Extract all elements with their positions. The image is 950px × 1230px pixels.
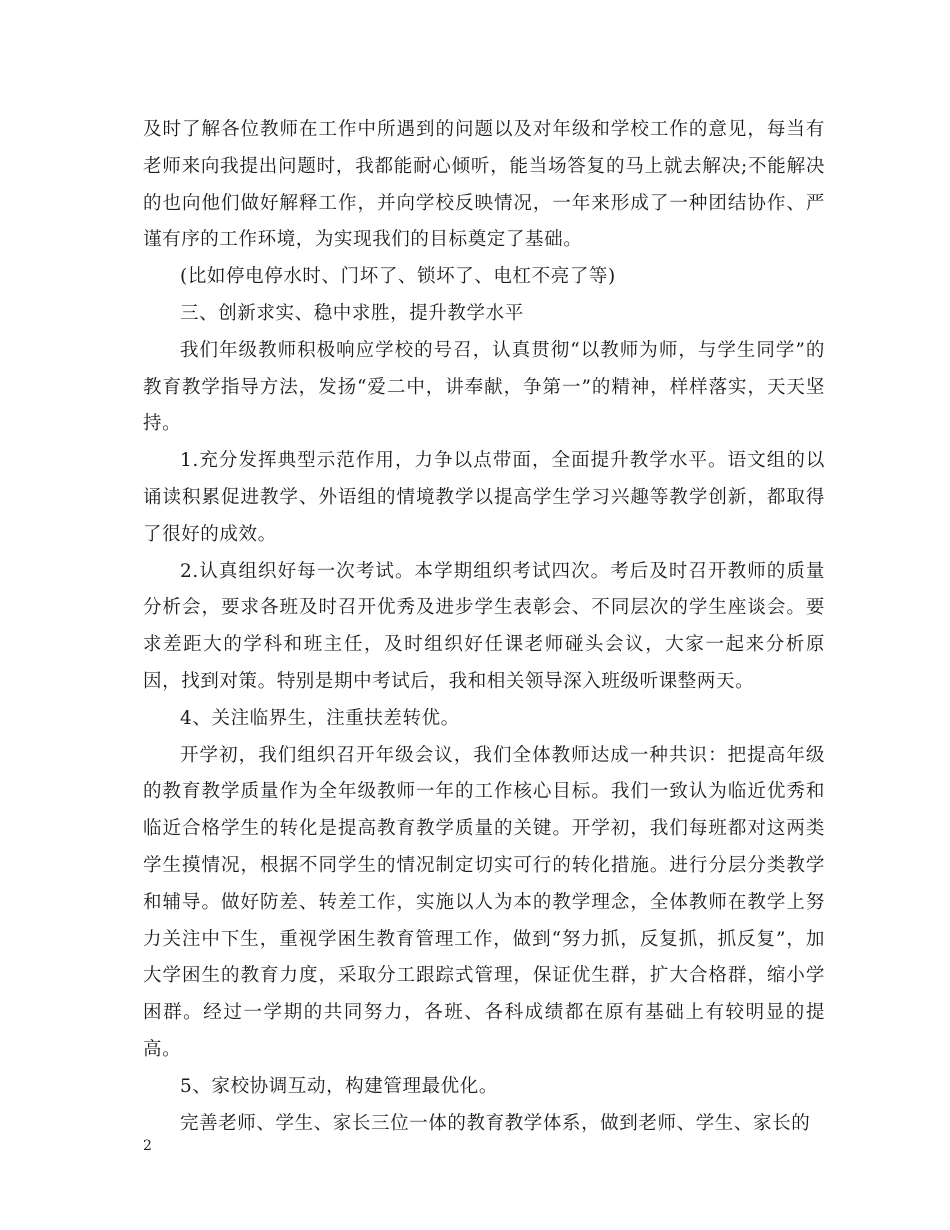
paragraph: (比如停电停水时、门坏了、锁坏了、电杠不亮了等) bbox=[180, 266, 616, 288]
paragraph: 开学初，我们组织召开年级会议，我们全体教师达成一种共识：把提高年级的教育教学质量作为全年级教师一年的工作核心目标。我们一致认为临近优秀和临近合格学生的转化是提高教育教学质量的关键。开学初，我们每班都对这两类学生摸情况，根据不同学生的情况制定切实可行的转化措施。进行分层分类教学和辅导。做好防差、转差工作，实施以人为本的教学理念，全体教师在教学上努力关注中下生，重视学困生教育管理工作，做到“努力抓，反复抓，抓反复”，加大学困生的教育力度，采取分工跟踪式管理，保证优生群，扩大合格群，缩小学困群。经过一学期的共同努力，各班、各科成绩都在原有基础上有较明显的提高。 bbox=[143, 744, 825, 1060]
paragraph: 及时了解各位教师在工作中所遇到的问题以及对年级和学校工作的意见，每当有老师来向我提出问题时，我都能耐心倾听，能当场答复的马上就去解决;不能解决的也向他们做好解释工作，并向学校反映情况，一年来形成了一种团结协作、严谨有序的工作环境，为实现我们的目标奠定了基础。 bbox=[143, 119, 825, 251]
paragraph: 1.充分发挥典型示范作用，力争以点带面，全面提升教学水平。语文组的以诵读积累促进教学、外语组的情境教学以提高学生学习兴趣等教学创新，都取得了很好的成效。 bbox=[143, 450, 825, 545]
subsection-heading: 4、关注临界生，注重扶差转优。 bbox=[180, 707, 460, 729]
subsection-heading: 5、家校协调互动，构建管理最优化。 bbox=[180, 1075, 498, 1097]
document-body bbox=[143, 112, 825, 1142]
paragraph: 2.认真组织好每一次考试。本学期组织考试四次。考后及时召开教师的质量分析会，要求各班及时召开优秀及进步学生表彰会、不同层次的学生座谈会。要求差距大的学科和班主任，及时组织好任课老师碰头会议，大家一起来分析原因，找到对策。特别是期中考试后，我和相关领导深入班级听课整两天。 bbox=[143, 560, 825, 692]
section-heading: 三、创新求实、稳中求胜，提升教学水平 bbox=[180, 302, 524, 324]
paragraph: 我们年级教师积极响应学校的号召，认真贯彻“以教师为师，与学生同学”的教育教学指导方法，发扬“爱二中，讲奉献，争第一”的精神，样样落实，天天坚持。 bbox=[143, 339, 825, 435]
paragraph: 完善老师、学生、家长三位一体的教育教学体系，做到老师、学生、家长的 bbox=[180, 1112, 811, 1134]
page-number: 2 bbox=[143, 1138, 152, 1154]
